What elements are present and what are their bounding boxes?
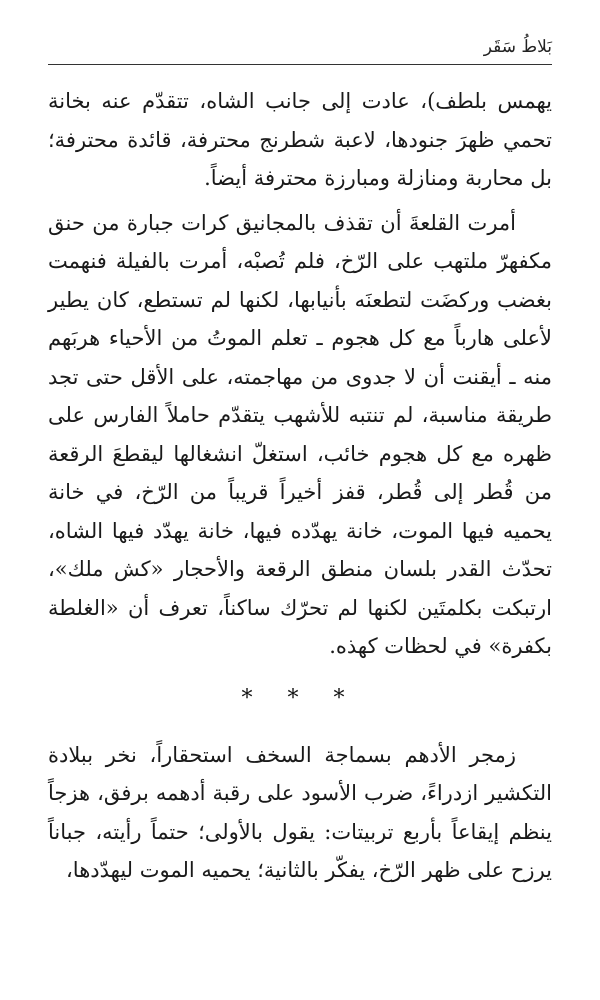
paragraph-2: أمرت القلعةَ أن تقذف بالمجانيق كرات جبارة من حنق مكفهرّ ملتهب على الرّخ، فلم تُصبْه، أمرت بالفيلة فنهمت بغضب وركضَت لتطعنَه بأنيابها، لكنها لم تستطع، كان يطير لأعلى هارباً مع كل هجوم ـ تعلم الموتُ من الأحياء هربَهم منه ـ أيقنت أن لا جدوى من مهاجمته، على الأقل حتى تجد طريقة مناسبة، لم تنتبه للأشهب يتقدّم حاملاً الفارس على ظهره مع كل هجوم خائب، استغلّ انشغالها ليقطعَ الرقعة من قُطر إلى قُطر، قفز أخيراً قريباً من الرّخ، في خانة يحميه فيها الموت، خانة يهدّده فيها، خانة يهدّد فيها الشاه، تحدّث القدر بلسان منطق الرقعة والأحجار «كش ملك»، ارتبكت بكلمتَين لكنها لم تحرّك ساكناً، تعرف أن «الغلطة بكفرة» في لحظات كهذه. <box>48 210 552 658</box>
running-header: بَلاطُ سَقَر <box>483 37 552 57</box>
body-text <box>48 82 552 890</box>
paragraph-3: زمجر الأدهم بسماجة السخف استحقاراً، نخر ببلادة التكشير ازدراءً، ضرب الأسود على رقبة أدهمه برفق، هزجاً ينظم إيقاعاً بأربع تربيتات: يقول بالأولى؛ حتماً رأيته، جباناً يرزح على ظهر الرّخ، يفكّر بالثانية؛ يحميه الموت ليهدّدها، <box>48 742 552 882</box>
header-rule <box>48 64 552 65</box>
paragraph-1: يهمس بلطف)، عادت إلى جانب الشاه، تتقدّم عنه بخانة تحمي ظهرَ جنودها، لاعبة شطرنج محترفة، قائدة محترفة؛ بل محاربة ومنازلة ومبارزة محترفة أيضاً. <box>48 89 552 190</box>
section-separator: * * * <box>241 685 359 711</box>
